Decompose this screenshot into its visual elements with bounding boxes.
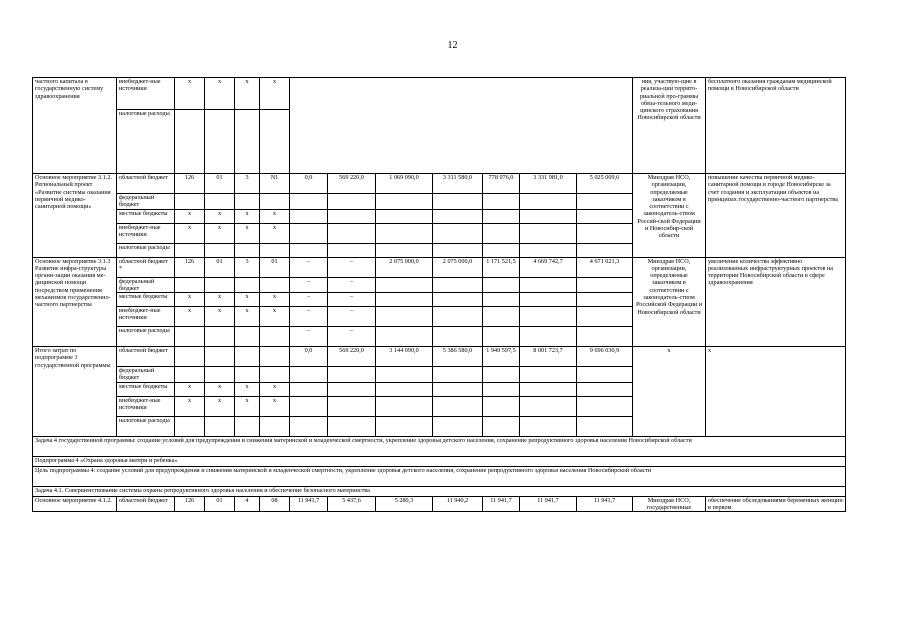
code-cell: x [175,78,205,110]
value-cell: 1 069 090,0 [376,174,433,194]
result-cell: x [706,347,846,437]
code-cell: 01 [260,257,290,277]
table-row [33,456,846,466]
code-cell: x [205,293,235,307]
funding-source-cell: областной бюджет [117,496,175,512]
code-cell: N1 [260,174,290,194]
value-cell [290,194,328,210]
funding-source-cell: областной бюджет [117,174,175,194]
code-cell: 3 [235,174,260,194]
value-cell [376,209,433,223]
value-cell: – [290,307,328,327]
code-cell: x [175,382,205,396]
code-cell [205,194,235,210]
value-cell [328,382,376,396]
code-cell: x [175,223,205,243]
funding-source-cell: областной бюджет * [117,257,175,277]
code-cell [175,194,205,210]
value-cell [520,396,577,416]
funding-source-cell: налоговые расходы [117,416,175,436]
code-cell [260,347,290,367]
funding-source-cell: федеральный бюджет [117,277,175,293]
executor-cell: Минздрав НСО, организации, определяемые заказчиком в соответствии с законодатель-ством Россий-ской Федерации и Новосибир-ской области [633,174,706,258]
value-cell [376,396,433,416]
value-cell [376,307,433,327]
value-cell [433,416,483,436]
code-cell: 4 [235,496,260,512]
value-cell [483,327,520,347]
program-activities-table [32,77,846,512]
value-cell [290,223,328,243]
value-cell [376,277,433,293]
code-cell: 01 [205,496,235,512]
value-cell [577,382,633,396]
code-cell: x [235,382,260,396]
code-cell: x [260,78,290,110]
value-cell [328,396,376,416]
value-cell: 2 075 000,0 [433,257,483,277]
table-row [33,174,846,194]
value-cell: 4 671 021,3 [577,257,633,277]
code-cell [205,367,235,383]
value-cell [520,367,577,383]
value-cell [433,194,483,210]
value-cell [520,223,577,243]
value-cell: – [328,277,376,293]
code-cell: x [205,382,235,396]
value-cell [483,194,520,210]
code-cell [205,110,235,174]
value-cell: 2 075 000,0 [376,257,433,277]
task-4-1-heading: Задача 4.1. Совершенствование системы охраны репродуктивного здоровья населения и обеспечение безопасного материнства [33,486,846,496]
funding-source-cell: внебюджет-ные источники [117,307,175,327]
code-cell: x [175,396,205,416]
value-cell: 778 076,0 [483,174,520,194]
value-cell [433,327,483,347]
value-cell [577,293,633,307]
result-cell: повышение качества первичной медико-санитарной помощи в городе Новосибирске за счет создания и эксплуатации объектов на принципах государственно-частного партнерства [706,174,846,258]
value-cell [577,307,633,327]
value-cell [520,382,577,396]
value-cell [433,293,483,307]
value-cell: 11 941,7 [520,496,577,512]
code-cell [175,367,205,383]
code-cell [235,327,260,347]
code-cell: 126 [175,496,205,512]
funding-source-cell: областной бюджет [117,347,175,367]
value-cell [520,277,577,293]
value-cell: 3 311 580,0 [433,174,483,194]
value-cell [520,327,577,347]
value-cell: 11 940,2 [433,496,483,512]
value-cell [483,367,520,383]
value-cell [483,243,520,257]
value-cell: 5 437,6 [328,496,376,512]
value-cell [433,307,483,327]
value-cell: 11 941,7 [483,496,520,512]
value-cell [328,416,376,436]
value-cell [577,277,633,293]
value-cell [290,382,328,396]
code-cell: x [205,209,235,223]
value-cell [483,209,520,223]
code-cell: x [175,209,205,223]
code-cell [260,416,290,436]
value-cell [577,396,633,416]
table-row [33,347,846,367]
value-cell: 569 220,0 [328,347,376,367]
executor-cell: x [633,347,706,437]
value-cell [328,367,376,383]
value-cell [328,194,376,210]
value-cell: 0,0 [290,347,328,367]
value-cell [577,416,633,436]
value-cell: 3 331 981,0 [520,174,577,194]
code-cell: x [235,78,260,110]
value-cell [520,209,577,223]
code-cell: x [205,396,235,416]
code-cell: x [175,307,205,327]
code-cell: 01 [205,257,235,277]
code-cell [260,367,290,383]
value-cell: 9 696 030,9 [577,347,633,367]
code-cell [235,277,260,293]
code-cell [260,277,290,293]
code-cell [175,110,205,174]
code-cell: x [235,293,260,307]
value-cell [483,307,520,327]
code-cell [260,327,290,347]
value-cell [376,367,433,383]
value-cell: – [290,327,328,347]
funding-source-cell: федеральный бюджет [117,367,175,383]
activity-cell: частного капитала в государственную систему здравоохранения [33,78,117,174]
subprogram-4-heading: Подпрограмма 4 «Охрана здоровья матери и ребенка» [33,456,846,466]
code-cell [205,327,235,347]
code-cell: 126 [175,174,205,194]
value-cell: – [290,293,328,307]
value-cell [483,396,520,416]
code-cell [175,416,205,436]
code-cell: 01 [205,174,235,194]
value-cell: 0,0 [290,174,328,194]
activity-cell: Основное мероприятие 4.1.2. [33,496,117,512]
code-cell: 08 [260,496,290,512]
funding-source-cell: внебюджет-ные источники [117,223,175,243]
value-cell: 3 144 090,0 [376,347,433,367]
value-cell [376,194,433,210]
value-cell [520,307,577,327]
value-cell [376,293,433,307]
value-cell [328,243,376,257]
goal-4-heading: Цель подпрограммы 4: создание условий для предупреждения и снижения материнской и младенческой смертности, укрепление здоровья детского населения, сохранение репродуктивного здоровья населения Новосибирской области [33,466,846,486]
value-cell [290,367,328,383]
value-cell [520,194,577,210]
value-cell [376,327,433,347]
activity-cell: Основное мероприятие 3.1.3 Развитие инфра-структуры органи-зации оказания ме-дицинской помощи посредством применения механизмов государственно-частного партнерства [33,257,117,347]
code-cell [175,243,205,257]
table-row [33,466,846,486]
code-cell [175,347,205,367]
executor-cell: Минздрав НСО, организации, определяемые заказчиком в соответствии с законодатель-ством Российской Федерации и Новосибирской области [633,257,706,347]
activity-cell: Итого затрат по подпрограмме 3 государственной программы [33,347,117,437]
funding-source-cell: федеральный бюджет [117,194,175,210]
value-cell [433,277,483,293]
result-cell: обеспечение обследованиями беременных женщин в первом [706,496,846,512]
code-cell: x [235,396,260,416]
code-cell [175,277,205,293]
table-row [33,78,846,110]
code-cell: x [205,223,235,243]
code-cell: x [260,223,290,243]
value-cell [577,327,633,347]
value-cell [483,416,520,436]
value-cell: 569 220,0 [328,174,376,194]
executor-cell: ния, участвую-щие в реализа-ции террито-риальной про-граммы обяза-тельного меди-цинского страхования Новосибирской области [633,78,706,174]
code-cell [260,243,290,257]
value-cell: 1 949 597,5 [483,347,520,367]
value-cell: 4 669 742,7 [520,257,577,277]
values-block-cell [290,78,633,174]
code-cell: x [260,382,290,396]
result-cell: бесплатного оказания гражданам медицинской помощи в Новосибирской области [706,78,846,174]
code-cell [260,194,290,210]
value-cell [433,367,483,383]
value-cell: – [328,293,376,307]
value-cell: 8 001 723,7 [520,347,577,367]
code-cell: x [205,307,235,327]
value-cell [520,416,577,436]
code-cell [260,110,290,174]
table-row [33,486,846,496]
code-cell [235,243,260,257]
value-cell [328,209,376,223]
code-cell: 126 [175,257,205,277]
code-cell: x [175,293,205,307]
code-cell [235,110,260,174]
code-cell [205,277,235,293]
value-cell [483,382,520,396]
value-cell: 1 171 521,5 [483,257,520,277]
value-cell [577,223,633,243]
code-cell [235,347,260,367]
code-cell: x [235,209,260,223]
value-cell [520,243,577,257]
value-cell [433,382,483,396]
value-cell: – [328,327,376,347]
activity-cell: Основное мероприятие 3.1.2. Региональный проект «Развитие системы оказания первичной медико-санитарной помощи» [33,174,117,258]
value-cell [290,243,328,257]
value-cell [433,209,483,223]
funding-source-cell: налоговые расходы [117,110,175,174]
value-cell [577,194,633,210]
code-cell [235,367,260,383]
code-cell: x [260,209,290,223]
value-cell [376,223,433,243]
value-cell [290,209,328,223]
code-cell: x [260,307,290,327]
funding-source-cell: налоговые расходы [117,243,175,257]
code-cell [235,416,260,436]
funding-source-cell: внебюджет-ные источники [117,78,175,110]
value-cell: 5 386 580,0 [433,347,483,367]
code-cell: x [260,396,290,416]
value-cell [577,367,633,383]
value-cell [520,293,577,307]
value-cell [433,396,483,416]
value-cell: – [290,257,328,277]
value-cell [483,223,520,243]
value-cell [483,277,520,293]
value-cell [577,209,633,223]
value-cell: 11 941,7 [577,496,633,512]
result-cell: увеличение количества эффективно реализованных инфраструктурных проектов на территории Новосибирской области в сфере здравоохранения [706,257,846,347]
value-cell [433,243,483,257]
value-cell [376,382,433,396]
value-cell: – [328,257,376,277]
code-cell [205,243,235,257]
value-cell: 11 941,7 [290,496,328,512]
table-row [33,257,846,277]
code-cell: x [235,223,260,243]
value-cell [290,416,328,436]
value-cell: – [328,307,376,327]
code-cell [235,194,260,210]
value-cell [376,416,433,436]
value-cell: – [290,277,328,293]
table-row [33,496,846,512]
page-number: 12 [447,40,458,51]
funding-source-cell: налоговые расходы [117,327,175,347]
code-cell: x [205,78,235,110]
code-cell: 3 [235,257,260,277]
value-cell: 5 025 009,6 [577,174,633,194]
value-cell [290,396,328,416]
table-row [33,436,846,456]
executor-cell: Минздрав НСО, государственные [633,496,706,512]
code-cell [205,347,235,367]
funding-source-cell: местные бюджеты [117,209,175,223]
value-cell: 5 280,3 [376,496,433,512]
code-cell [205,416,235,436]
value-cell [328,223,376,243]
value-cell [433,223,483,243]
code-cell [175,327,205,347]
task-4-heading: Задача 4 государственной программы: создание условий для предупреждения и снижения материнской и младенческой смертности, укрепление здоровья детского населения, сохранение репродуктивного здоровья населения Новосибирской области [33,436,846,456]
value-cell [483,293,520,307]
value-cell [577,243,633,257]
code-cell: x [260,293,290,307]
funding-source-cell: внебюджет-ные источники [117,396,175,416]
code-cell: x [235,307,260,327]
funding-source-cell: местные бюджеты [117,293,175,307]
funding-source-cell: местные бюджеты [117,382,175,396]
value-cell [376,243,433,257]
